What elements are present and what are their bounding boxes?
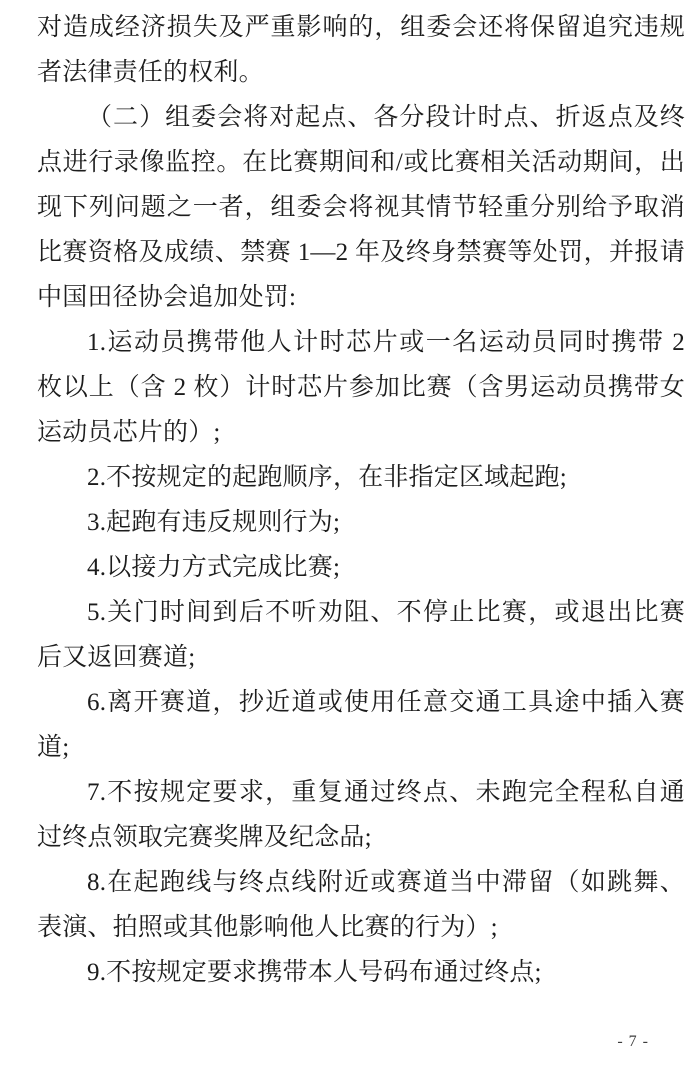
document-body-text — [37, 5, 685, 995]
paragraph-item-3: 3.起跑有违反规则行为; — [87, 509, 341, 536]
paragraph-item-8: 8.在起跑线与终点线附近或赛道当中滞留（如跳舞、表演、拍照或其他影响他人比赛的行为）; — [37, 869, 685, 941]
paragraph-item-5: 5.关门时间到后不听劝阻、不停止比赛，或退出比赛后又返回赛道; — [37, 599, 685, 671]
paragraph-item-4: 4.以接力方式完成比赛; — [87, 554, 341, 581]
paragraph-section-2: （二）组委会将对起点、各分段计时点、折返点及终点进行录像监控。在比赛期间和/或比赛相关活动期间，出现下列问题之一者，组委会将视其情节轻重分别给予取消比赛资格及成绩、禁赛 1—2 年及终身禁赛等处罚，并报请中国田径协会追加处罚: — [37, 104, 685, 311]
paragraph-continuation: 对造成经济损失及严重影响的，组委会还将保留追究违规者法律责任的权利。 — [37, 14, 685, 86]
paragraph-item-9: 9.不按规定要求携带本人号码布通过终点; — [87, 959, 542, 986]
paragraph-item-7: 7.不按规定要求，重复通过终点、未跑完全程私自通过终点领取完赛奖牌及纪念品; — [37, 779, 685, 851]
page-number: - 7 - — [617, 1033, 649, 1050]
paragraph-item-1: 1.运动员携带他人计时芯片或一名运动员同时携带 2 枚以上（含 2 枚）计时芯片参加比赛（含男运动员携带女运动员芯片的）; — [37, 329, 685, 446]
paragraph-item-2: 2.不按规定的起跑顺序，在非指定区域起跑; — [87, 464, 567, 491]
paragraph-item-6: 6.离开赛道，抄近道或使用任意交通工具途中插入赛道; — [37, 689, 685, 761]
